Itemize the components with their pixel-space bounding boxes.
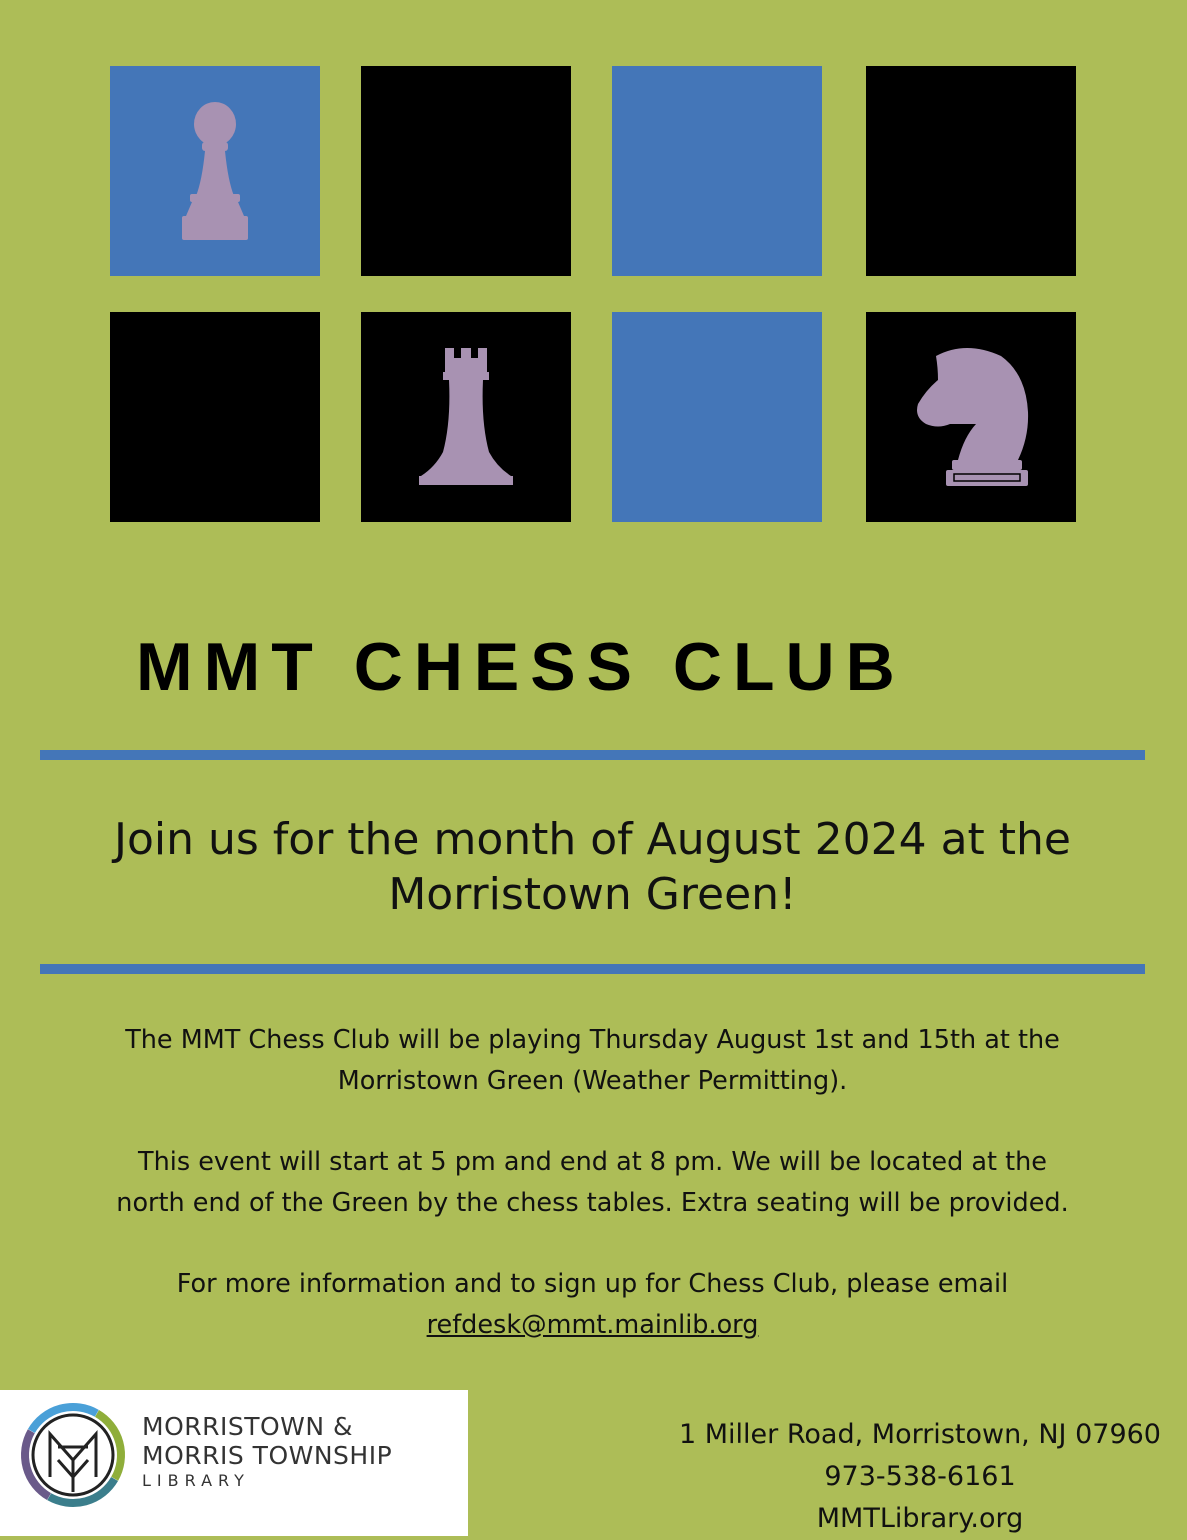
library-seal-icon <box>20 1402 126 1508</box>
board-square-2 <box>361 66 571 276</box>
divider-bottom <box>40 964 1145 974</box>
pawn-icon <box>110 66 320 276</box>
knight-icon <box>866 312 1076 522</box>
details-p2-line-1: This event will start at 5 pm and end at 8 pm. We will be located at the <box>138 1147 1047 1177</box>
library-name-line-2: MORRIS TOWNSHIP <box>142 1441 393 1470</box>
details-p1-line-2: Morristown Green (Weather Permitting). <box>337 1066 848 1096</box>
page-title: MMT CHESS CLUB <box>136 629 906 705</box>
board-square-4 <box>866 66 1076 276</box>
details-p1-line-1: The MMT Chess Club will be playing Thursday August 1st and 15th at the <box>125 1025 1060 1055</box>
subtitle-line-1: Join us for the month of August 2024 at the <box>114 814 1071 865</box>
board-square-6 <box>361 312 571 522</box>
board-square-3 <box>612 66 822 276</box>
board-square-8 <box>866 312 1076 522</box>
contact-website: MMTLibrary.org <box>816 1503 1024 1534</box>
contact-address: 1 Miller Road, Morristown, NJ 07960 <box>679 1419 1161 1450</box>
board-square-5 <box>110 312 320 522</box>
subtitle-line-2: Morristown Green! <box>388 869 797 920</box>
details-paragraph-3 <box>40 1264 1145 1346</box>
contact-phone: 973-538-6161 <box>824 1461 1016 1492</box>
library-name-line-1: MORRISTOWN & <box>142 1412 354 1441</box>
library-name-line-3: LIBRARY <box>142 1471 250 1490</box>
details-paragraph-2 <box>40 1142 1145 1224</box>
details-paragraph-1 <box>40 1020 1145 1102</box>
details-p3-line-1: For more information and to sign up for Chess Club, please email <box>176 1269 1009 1299</box>
subtitle <box>40 812 1145 922</box>
contact-info <box>640 1414 1187 1540</box>
email-link[interactable]: refdesk@mmt.mainlib.org <box>426 1310 759 1340</box>
library-name <box>142 1412 392 1492</box>
library-logo <box>0 1390 468 1536</box>
details-p2-line-2: north end of the Green by the chess tables. Extra seating will be provided. <box>116 1188 1069 1218</box>
board-square-7 <box>612 312 822 522</box>
rook-icon <box>361 312 571 522</box>
board-square-1 <box>110 66 320 276</box>
divider-top <box>40 750 1145 760</box>
